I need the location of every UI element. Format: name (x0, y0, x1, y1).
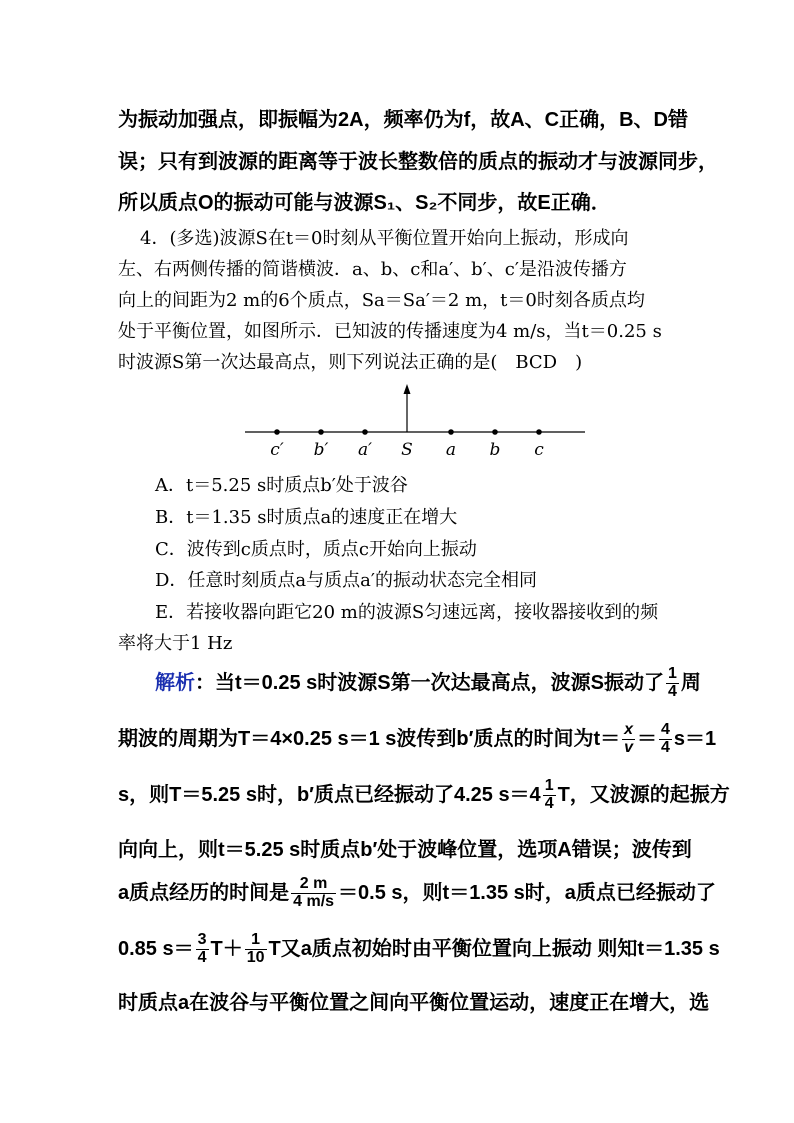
frac-num: 1 (544, 777, 554, 795)
equals-sign: ＝ (637, 728, 658, 750)
solution-line-2 (118, 721, 717, 757)
fraction-x-over-v (622, 722, 635, 757)
solution-line-6 (118, 931, 720, 967)
frac-den: 4 m/s (293, 893, 335, 911)
solution-line-7: 时质点a在波谷与平衡位置之间向平衡位置运动，速度正在增大，选 (118, 992, 710, 1014)
label-c: c (534, 440, 544, 460)
label-a-prime: a′ (358, 440, 372, 460)
point-c-prime (274, 429, 280, 435)
solution-line-6-end: T又a质点初始时由平衡位置向上振动 则知t＝1.35 s (268, 938, 720, 960)
solution-line-3-text: s，则T＝5.25 s时，b′质点已经振动了4.25 s＝4 (118, 784, 541, 806)
point-a-prime (362, 429, 368, 435)
solution-line-6-mid: T＋ (210, 938, 243, 960)
solution-line-6-text: 0.85 s＝ (118, 938, 194, 960)
solution-line-5-text: a质点经历的时间是 (118, 882, 290, 904)
solution-line-2-text: 期波的周期为T＝4×0.25 s＝1 s波传到b′质点的时间为t＝ (118, 728, 621, 750)
frac-num: 2 m (291, 876, 336, 894)
frac-num: x (624, 721, 634, 739)
frac-num: 4 (661, 721, 670, 739)
fraction-three-quarter (196, 932, 209, 967)
fraction-4-over-4 (659, 722, 672, 757)
fraction-quarter (666, 666, 679, 701)
wave-source-diagram (240, 380, 590, 465)
label-a: a (445, 440, 457, 460)
frac-den: 4 (667, 683, 677, 701)
solution-line-5 (118, 875, 716, 911)
frac-den: 10 (246, 949, 265, 967)
option-e-line-1: E．若接收器向距它20 m的波源S匀速远离，接收器接收到的频 (155, 602, 659, 623)
option-b: B．t＝1.35 s时质点a的速度正在增大 (155, 507, 458, 528)
question-line-5: 时波源S第一次达最高点，则下列说法正确的是( BCD ) (118, 352, 583, 373)
solution-line-4: 向向上，则t＝5.25 s时质点b′处于波峰位置，选项A错误；波传到 (118, 839, 692, 861)
point-a (448, 429, 454, 435)
option-c: C．波传到c质点时，质点c开始向上振动 (155, 539, 477, 560)
solution-line-1-text: ：当t＝0.25 s时波源S第一次达最高点，波源S振动了 (195, 672, 664, 694)
frac-den: 4 (544, 795, 554, 813)
prev-solution-line-2: 误；只有到波源的距离等于波长整数倍的质点的振动才与波源同步， (118, 151, 718, 173)
solution-line-3-end: T，又波源的起振方 (557, 784, 730, 806)
frac-den: 4 (197, 949, 207, 967)
label-c-prime: c′ (270, 440, 284, 460)
solution-line-1 (155, 666, 715, 701)
question-line-4: 处于平衡位置，如图所示．已知波的传播速度为4 m/s，当t＝0.25 s (118, 321, 662, 342)
question-line-2: 左、右两侧传播的简谐横波．a、b、c和a′、b′、c′是沿波传播方 (118, 259, 627, 280)
label-b-prime: b′ (313, 440, 329, 460)
frac-num: 3 (197, 931, 207, 949)
point-c (536, 429, 542, 435)
question-line-3: 向上的间距为2 m的6个质点，Sa＝Sa′＝2 m，t＝0时刻各质点均 (118, 290, 645, 311)
fraction-time (291, 876, 336, 911)
prev-solution-line-1: 为振动加强点，即振幅为2A，频率仍为f，故A、C正确，B、D错 (118, 109, 688, 131)
label-b: b (489, 440, 501, 460)
label-s: S (401, 440, 413, 460)
solution-line-1-end: 周 (680, 672, 701, 694)
solution-label: 解析 (155, 672, 195, 694)
option-e-line-2: 率将大于1 Hz (118, 633, 233, 654)
question-line-1: 4．(多选)波源S在t＝0时刻从平衡位置开始向上振动，形成向 (140, 228, 629, 249)
frac-num: 1 (667, 665, 677, 683)
point-b-prime (318, 429, 324, 435)
prev-solution-line-3: 所以质点O的振动可能与波源S₁、S₂不同步，故E正确． (118, 192, 611, 214)
solution-line-5-end: ＝0.5 s，则t＝1.35 s时，a质点已经振动了 (338, 882, 716, 904)
fraction-quarter-2 (543, 778, 556, 813)
frac-den: 4 (661, 739, 670, 757)
point-b (492, 429, 498, 435)
fraction-one-tenth (245, 932, 267, 967)
frac-num: 1 (245, 932, 267, 950)
frac-den: v (624, 739, 634, 757)
solution-line-3 (118, 777, 730, 813)
source-arrow-head (404, 384, 411, 394)
solution-line-2-end: s＝1 (673, 728, 717, 750)
option-d: D．任意时刻质点a与质点a′的振动状态完全相同 (155, 570, 537, 591)
option-a: A．t＝5.25 s时质点b′处于波谷 (155, 475, 408, 496)
